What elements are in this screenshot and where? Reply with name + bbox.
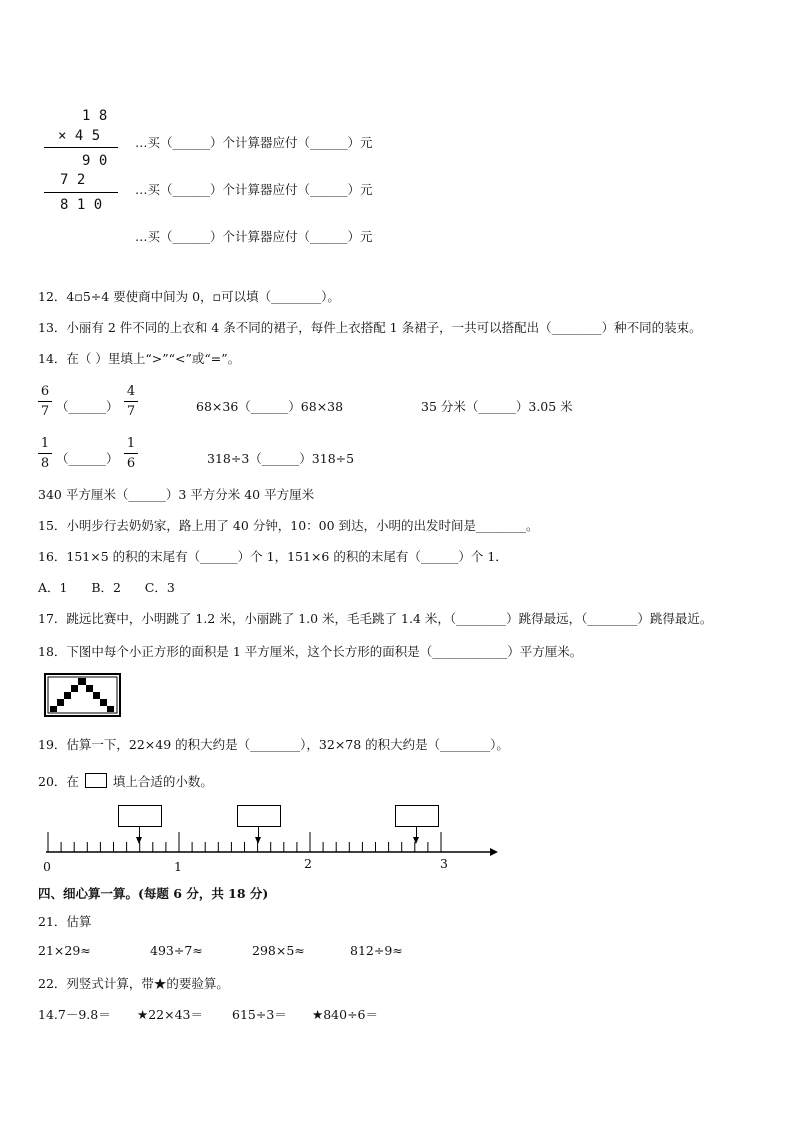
fraction-numerator: 1 xyxy=(38,436,52,454)
number-line-answer-box-2[interactable] xyxy=(237,805,281,827)
buy-line-1: …买（______）个计算器应付（______）元 xyxy=(135,135,373,150)
fraction-numerator: 4 xyxy=(124,384,138,402)
buy-line-3: …买（______）个计算器应付（______）元 xyxy=(135,229,373,244)
question-16: 16．151×5 的积的末尾有（______）个 1，151×6 的积的末尾有（______）个 1． xyxy=(38,549,508,564)
question-18: 18．下图中每个小正方形的面积是 1 平方厘米，这个长方形的面积是（____________）平方厘米。 xyxy=(38,644,583,659)
calc-item-3: 615÷3＝ xyxy=(232,1007,287,1022)
number-line-axis xyxy=(38,828,500,858)
fraction-1-6 xyxy=(124,436,138,472)
calc-line-1 xyxy=(44,147,118,148)
arrow-down-icon xyxy=(413,837,419,844)
question-16-options: A．1 B．2 C．3 xyxy=(38,580,175,595)
number-line-label-2: 2 xyxy=(304,856,312,871)
calc-row-1: 1 8 xyxy=(82,108,108,124)
calc-row-5: 8 1 0 xyxy=(60,197,103,213)
number-line-arrow-3 xyxy=(416,827,417,837)
calc-row-3: 9 0 xyxy=(82,153,108,169)
arrow-down-icon xyxy=(136,837,142,844)
buy-line-2: …买（______）个计算器应付（______）元 xyxy=(135,182,373,197)
compare-blank-1: （______） xyxy=(56,399,119,414)
question-20-before: 20．在 xyxy=(38,774,79,789)
fraction-numerator: 6 xyxy=(38,384,52,402)
calc-item-1: 14.7－9.8＝ xyxy=(38,1007,111,1022)
fraction-1-8 xyxy=(38,436,52,472)
question-22: 22．列竖式计算，带★的要验算。 xyxy=(38,976,229,991)
number-line-label-1: 1 xyxy=(174,859,182,874)
number-line-label-3: 3 xyxy=(440,856,448,871)
question-19: 19．估算一下，22×49 的积大约是（________），32×78 的积大约是（________）。 xyxy=(38,737,509,752)
estimate-item-4: 812÷9≈ xyxy=(350,943,403,958)
answer-box-icon xyxy=(85,773,107,788)
fraction-denominator: 8 xyxy=(40,456,50,471)
number-line-arrow-1 xyxy=(139,827,140,837)
number-line-arrow-2 xyxy=(258,827,259,837)
estimate-item-2: 493÷7≈ xyxy=(150,943,203,958)
rectangle-figure xyxy=(44,673,121,717)
compare-318: 318÷3（______）318÷5 xyxy=(207,451,355,466)
calc-row-2: × 4 5 xyxy=(58,128,101,144)
compare-68x36: 68×36（______）68×38 xyxy=(196,399,344,414)
fraction-4-7 xyxy=(124,384,138,420)
question-14: 14．在（ ）里填上“>”“<”或“=”。 xyxy=(38,351,241,366)
fraction-denominator: 6 xyxy=(126,456,136,471)
question-17: 17．跳远比赛中，小明跳了 1.2 米，小丽跳了 1.0 米，毛毛跳了 1.4 米，（________）跳得最远，（________）跳得最近。 xyxy=(38,611,713,626)
question-12: 12．4▫5÷4 要使商中间为 0，▫可以填（________）。 xyxy=(38,289,340,304)
question-20-after: 填上合适的小数。 xyxy=(112,774,213,789)
fraction-6-7 xyxy=(38,384,52,420)
question-21: 21．估算 xyxy=(38,914,92,929)
calc-item-4: ★840÷6＝ xyxy=(312,1007,378,1022)
estimate-item-1: 21×29≈ xyxy=(38,943,91,958)
question-13: 13．小丽有 2 件不同的上衣和 4 条不同的裙子，每件上衣搭配 1 条裙子，一共可以搭配出（________）种不同的装束。 xyxy=(38,320,702,335)
compare-340cm2: 340 平方厘米（______）3 平方分米 40 平方厘米 xyxy=(38,487,315,502)
calc-row-4: 7 2 xyxy=(60,172,86,188)
compare-35dm: 35 分米（______）3.05 米 xyxy=(421,399,573,414)
fraction-denominator: 7 xyxy=(126,404,136,419)
number-line-label-0: 0 xyxy=(43,859,51,874)
calc-item-2: ★22×43＝ xyxy=(137,1007,203,1022)
number-line-answer-box-3[interactable] xyxy=(395,805,439,827)
section-4-heading: 四、细心算一算。(每题 6 分，共 18 分) xyxy=(38,886,269,901)
question-15: 15．小明步行去奶奶家，路上用了 40 分钟，10：00 到达，小明的出发时间是________。 xyxy=(38,518,539,533)
calc-line-2 xyxy=(44,192,118,193)
question-20 xyxy=(38,772,213,790)
fraction-denominator: 7 xyxy=(40,404,50,419)
fraction-numerator: 1 xyxy=(124,436,138,454)
number-line-answer-box-1[interactable] xyxy=(118,805,162,827)
estimate-item-3: 298×5≈ xyxy=(252,943,305,958)
arrow-down-icon xyxy=(255,837,261,844)
compare-blank-2: （______） xyxy=(56,451,119,466)
